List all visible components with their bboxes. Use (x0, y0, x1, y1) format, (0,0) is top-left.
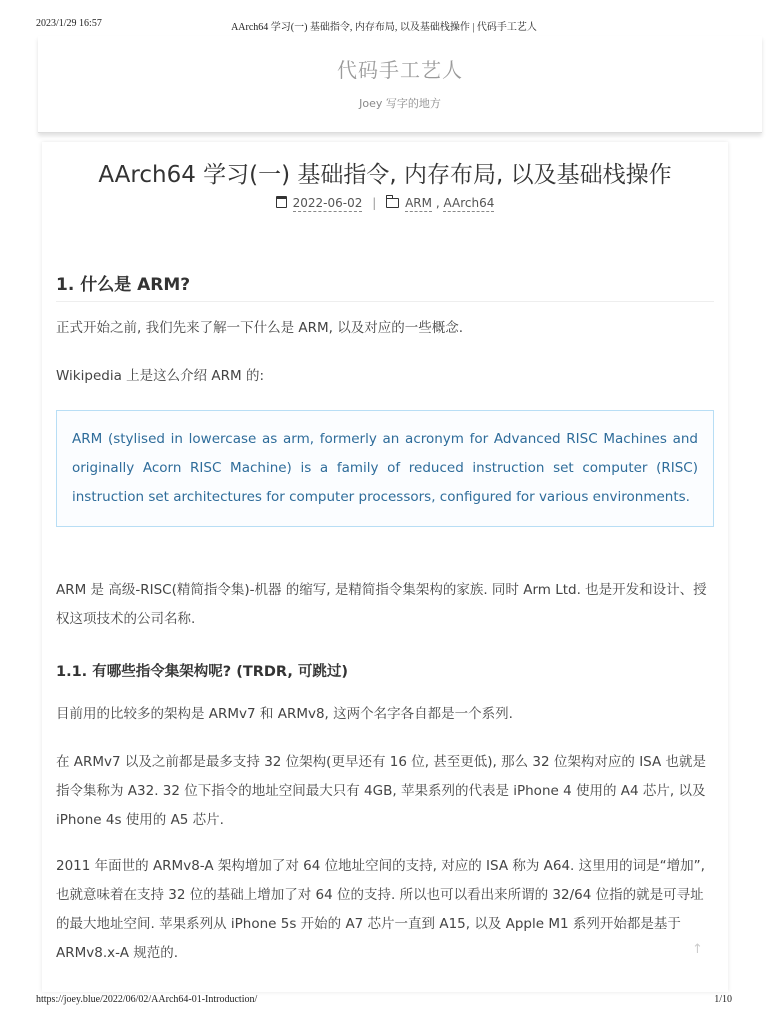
paragraph-arm-meaning: ARM 是 高级-RISC(精简指令集)-机器 的缩写, 是精简指令集架构的家族. 同时 Arm Ltd. 也是开发和设计、授权这项技术的公司名称. (56, 582, 707, 627)
print-date: 2023/1/29 16:57 (36, 18, 102, 29)
paragraph-wikipedia: Wikipedia 上是这么介绍 ARM 的: (56, 368, 265, 384)
category-comma: , (435, 196, 440, 210)
calendar-icon (276, 196, 287, 208)
folder-icon (386, 198, 399, 208)
paragraph-intro: 正式开始之前, 我们先来了解一下什么是 ARM, 以及对应的一些概念. (56, 320, 464, 336)
post-title: AArch64 学习(一) 基础指令, 内存布局, 以及基础栈操作 (98, 162, 672, 188)
site-header (38, 36, 762, 133)
post-date: 2022-06-02 (292, 196, 363, 210)
paragraph-armv7-armv8: 目前用的比较多的架构是 ARMv7 和 ARMv8, 这两个名字各自都是一个系列. (56, 706, 513, 722)
meta-separator: | (372, 196, 377, 210)
post-article (42, 142, 728, 992)
category-link-arm[interactable]: ARM (405, 196, 432, 210)
post-meta (42, 196, 728, 210)
paragraph-armv8-a64: 2011 年面世的 ARMv8-A 架构增加了对 64 位地址空间的支持, 对应的 ISA 称为 A64. 这里用的词是“增加”, 也就意味着在支持 32 位的基础上增加了对 64 位的支持. 所以也可以看出来所谓的 32/64 位指的就是可寻址的最大地址空间. 苹果系列从 iPhone 5s 开始的 A7 芯片一直到 A15, 以及 Apple M1 系列开始都是基于 ARMv8.x-A 规范的. (56, 858, 705, 961)
site-title[interactable]: 代码手工艺人 (337, 58, 463, 82)
category-link-aarch64[interactable]: AArch64 (443, 196, 495, 210)
section-heading-what-is-arm: 1. 什么是 ARM? (56, 270, 714, 302)
subsection-heading-isa: 1.1. 有哪些指令集架构呢? (TRDR, 可跳过) (56, 664, 349, 680)
print-doc-title: AArch64 学习(一) 基础指令, 内存布局, 以及基础栈操作 | 代码手工艺人 (231, 22, 537, 33)
paragraph-armv7-a32: 在 ARMv7 以及之前都是最多支持 32 位架构(更早还有 16 位, 甚至更低), 那么 32 位架构对应的 ISA 也就是指令集称为 A32. 32 位下指令的地址空间最大只有 4GB, 苹果系列的代表是 iPhone 4 使用的 A4 芯片, 以及 iPhone 4s 使用的 A5 芯片. (56, 754, 707, 828)
scroll-to-top-icon[interactable]: ↑ (692, 942, 703, 957)
site-subtitle: Joey 写字的地方 (359, 97, 441, 110)
print-url: https://joey.blue/2022/06/02/AArch64-01-Introduction/ (36, 994, 258, 1005)
print-page-number: 1/10 (714, 994, 732, 1005)
quote-block: ARM (stylised in lowercase as arm, formerly an acronym for Advanced RISC Machines and originally Acorn RISC Machine) is a family of reduced instruction set computer (RISC) instruction set architectures for computer processors, configured for various environments. (56, 410, 714, 527)
